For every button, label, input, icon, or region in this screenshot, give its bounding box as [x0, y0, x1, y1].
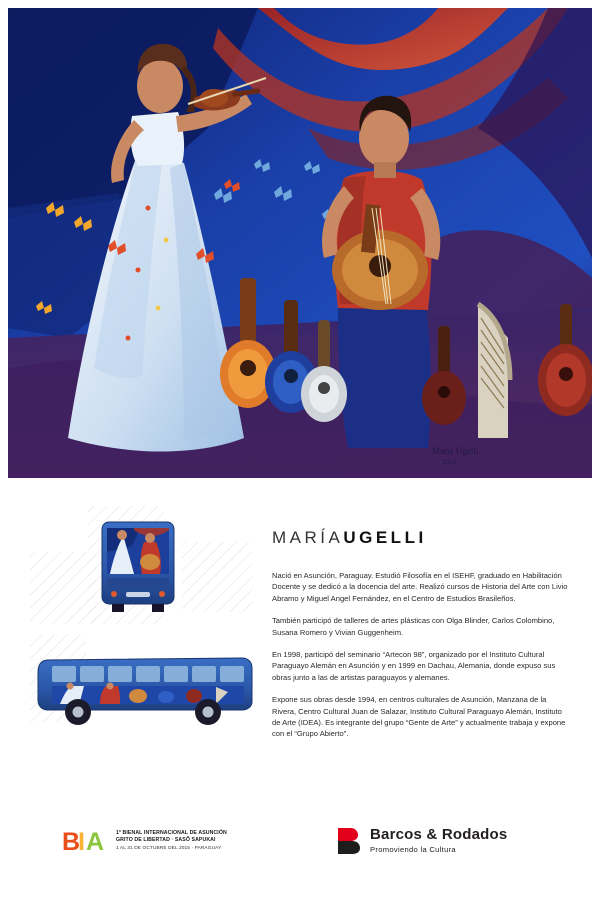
artwork-illustration — [8, 8, 592, 478]
bus-mockup-area — [30, 506, 260, 756]
bia-line-1: 1ª BIENAL INTERNACIONAL DE ASUNCIÓN — [116, 829, 227, 836]
bio-paragraph: En 1998, participó del seminario “Artecon 98”, organizado por el Instituto Cultural Paraguayo Alemán en Asunción y en 1999 en Dachau, Alemania, donde expuso sus obras junto a las de artistas paraguayos y alemanes. — [272, 650, 556, 682]
bia-logo — [62, 824, 227, 858]
svg-text:B: B — [62, 828, 81, 856]
sponsor-logo — [336, 826, 507, 856]
barcos-rodados-mark-icon — [336, 826, 362, 856]
bio-paragraph: Expone sus obras desde 1994, en centros culturales de Asunción, Manzana de la Rivera, Centro Cultural Juan de Salazar, Instituto Cultural Paraguayo Alemán, Instituto de Arte (IDEA). Es integrante del grupo “Gente de Arte” y actualmente trabaja y expone con el “Grupo Abierto”. — [272, 695, 566, 739]
artist-first-name: MARÍA — [272, 528, 344, 547]
sponsor-text-block — [370, 826, 507, 854]
artist-text-column — [272, 528, 572, 751]
bio-paragraph: Nació en Asunción, Paraguay. Estudió Filosofía en el ISEHF, graduado en Habilitación Docente y se dedicó a la docencia del arte. Realizó cursos de Historia del Arte con Livio Abramo y Miguel Angel Fernández, en el Centro de Estudios Brasileños. — [272, 571, 568, 603]
bia-text-block — [116, 830, 227, 852]
footer — [0, 824, 600, 872]
artwork-signature-year: 2015 — [442, 458, 456, 466]
bio-paragraph: También participó de talleres de artes plásticas con Olga Blinder, Carlos Colombino, Susana Romero y Vivian Guggenheim. — [272, 616, 555, 637]
page-title — [272, 528, 572, 548]
svg-text:I: I — [78, 828, 85, 856]
svg-text:A: A — [86, 828, 105, 856]
artist-biography — [272, 570, 572, 740]
artwork-panel — [8, 8, 592, 478]
bia-line-2: GRITO DE LIBERTAD · SASÕ SAPUKAI — [116, 837, 216, 844]
bus-rear-view-mockup — [102, 522, 174, 612]
artist-last-name: UGELLI — [343, 528, 427, 547]
lower-section — [0, 486, 600, 900]
sponsor-name: Barcos & Rodados — [370, 826, 508, 843]
bia-line-3: 1 AL 31 DE OCTUBRE DEL 2015 · PARAGUAY — [116, 845, 222, 851]
bia-mark-icon — [62, 824, 110, 858]
sponsor-tagline: Promoviendo la Cultura — [370, 845, 456, 854]
bus-side-view-mockup — [38, 658, 252, 725]
artwork-signature: María Ugelli — [432, 446, 479, 456]
